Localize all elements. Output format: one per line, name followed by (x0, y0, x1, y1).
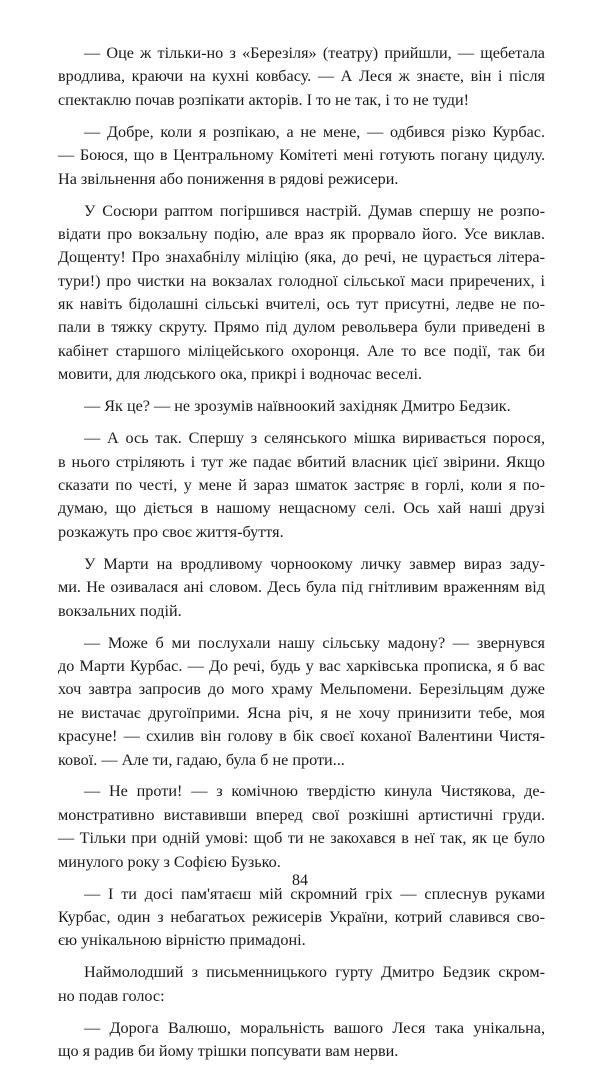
paragraph (58, 121, 545, 191)
text-line: відати про вокзальну подію, але враз як прорвало його. Усе виклав. (58, 224, 545, 243)
text-line: — Як це? — не зрозумів наївноокий західняк Дмитро Бедзик. (84, 397, 511, 416)
text-line: спектаклю почав розпікати акторів. І то не так, і то не туди! (58, 90, 470, 109)
text-line: сказати по честі, у мене й зараз шматок застряє в горлі, коли я по- (58, 476, 545, 495)
text-line: до Марти Курбас. — До речі, будь у вас харківська прописка, я б вас (58, 656, 545, 675)
paragraph (58, 632, 545, 772)
text-line: — Дорога Валюшо, моральність вашого Леся така унікальна, (84, 1018, 545, 1037)
text-line: На звільнення або пониження в рядові режисери. (58, 169, 399, 188)
text-line: в нього стріляють і тут же падає вбитий власник цієї звірини. Якщо (58, 452, 545, 471)
text-line: єю унікальною вірністю примадоні. (58, 931, 306, 950)
paragraph (58, 780, 545, 874)
text-line: думаю, що діється в нашому нещасному селі. Ось хай наші друзі (58, 499, 545, 518)
text-line: кової. — Але ти, гадаю, була б не проти... (58, 750, 345, 769)
text-line: минулого року з Софією Бузько. (58, 852, 281, 871)
text-line: У Марти на вродливому чорноокому личку завмер вираз заду- (84, 554, 545, 573)
text-line: — Оце ж тільки-но з «Березіля» (театру) прийшли, — щебетала (84, 44, 545, 62)
text-line: красуне! — схилив він голову в бік своєї коханої Валентини Чистя- (58, 727, 545, 746)
text-line: що я радив би йому трішки попсувати вам нерви. (58, 1042, 399, 1061)
text-line: як навіть бідолашні сільські вчителі, ось тут присутні, ледве не по- (58, 295, 545, 314)
text-line: пали в тяжку скруту. Прямо під дулом револьвера були приведені в (58, 318, 545, 337)
paragraph (58, 883, 545, 953)
text-line: ми. Не озивалася ані словом. Десь була під гнітливим враженням від (58, 578, 545, 597)
text-line: — А ось так. Спершу з селянського мішка виривається порося, (84, 429, 545, 448)
text-line: тури!) про чистки на вокзалах голодної сільської маси приречених, і (58, 271, 545, 290)
text-line: Курбас, один з небагатьох режисерів України, котрий славився сво- (58, 908, 545, 927)
paragraph (58, 42, 545, 112)
paragraph (58, 200, 545, 387)
text-line: — Тільки при одній умові: щоб ти не закохався в неї так, як це було (58, 829, 545, 848)
page-body (58, 42, 545, 1072)
text-line: — Може б ми послухали нашу сільську мадону? — звернувся (84, 633, 545, 652)
text-line: кабінет старшого міліцейського охоронця. Але то все події, так би (58, 341, 545, 360)
text-line: мовити, для людського ока, прикрі і водночас веселі. (58, 365, 423, 384)
text-line: хоч завтра запросив до мого храму Мельпомени. Березільцям дуже (58, 680, 545, 699)
text-line: не вистачає другоїприми. Ясна річ, я не хочу принизити тебе, моя (58, 703, 545, 722)
text-line: но подав голос: (58, 986, 165, 1005)
text-line: Дощенту! Про знахабнілу міліцію (яка, до речі, не цурається літера- (58, 248, 545, 267)
text-line: У Сосюри раптом погіршився настрій. Думав спершу не розпо- (84, 201, 545, 220)
text-line: монстративно виставивши вперед свої розкішні артистичні груди. (58, 805, 545, 824)
text-line: — Боюся, що в Центральному Комітеті мені готують погану цидулу. (58, 146, 545, 165)
text-line: розкажуть про своє життя-буття. (58, 522, 284, 541)
paragraph (58, 427, 545, 544)
text-line: Наймолодший з письменницького гурту Дмитро Бедзик скром- (84, 963, 545, 982)
text-line: вродлива, краючи на кухні ковбасу. — А Леся ж знаєте, він і після (58, 67, 545, 86)
paragraph (58, 961, 545, 1008)
text-line: — І ти досі пам'ятаєш мій скромний гріх — сплеснув руками (84, 884, 545, 903)
page-number: 84 (292, 872, 308, 889)
text-line: — Добре, коли я розпікаю, а не мене, — одбився різко Курбас. (84, 122, 545, 141)
text-line: — Не проти! — з комічною твердістю кинула Чистякова, де- (84, 782, 545, 801)
paragraph (58, 1017, 545, 1064)
paragraph (58, 553, 545, 623)
text-line: вокзальних подій. (58, 601, 182, 620)
paragraph (58, 395, 545, 418)
